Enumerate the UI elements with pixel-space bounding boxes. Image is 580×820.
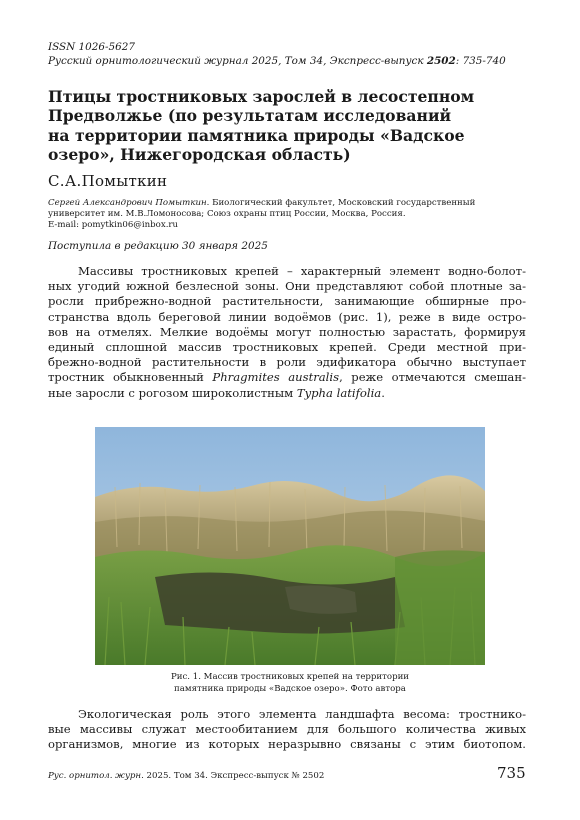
- title-line: Птицы тростниковых зарослей в лесостепном: [48, 87, 475, 106]
- title-line: на территории памятника природы «Вадское: [48, 125, 465, 145]
- issn: ISSN 1026-5627: [48, 41, 135, 53]
- title-line: Предволжье (по результатам исследований: [48, 106, 452, 126]
- title-line: озеро», Нижегородская область): [48, 145, 351, 165]
- paragraph-intro: Массивы тростниковых крепей – характерный элемент водно-болот- ных угодий южной безлесной зоны. Они представляют собой плотные за- росли прибрежно-водной растительности, занимающие обширные про- странства вдоль береговой линии водоёмов (рис. 1), реже в виде остро- вов на отмелях. Мелкие водоёмы могут полностью зарастать, формируя единый сплошной массив тростниковых крепей. Среди местной при- брежно-водной растительности в роли эдификатора обычно выступает тростник обыкновенный Phragmites australis, реже отмечаются смешан- ные заросли с рогозом широколистным Typha latifolia.: [48, 264, 526, 400]
- footer-citation: Рус. орнитол. журн. 2025. Том 34. Экспресс-выпуск № 2502: [48, 771, 325, 781]
- affiliation-name: Сергей Александрович Помыткин: [48, 198, 207, 208]
- issue-number: 2502: [426, 55, 456, 67]
- reed-bed-photo: [95, 427, 485, 665]
- journal-header: [48, 40, 506, 68]
- received-date: Поступила в редакцию 30 января 2025: [48, 240, 268, 252]
- author-affiliation: Сергей Александрович Помыткин. Биологический факультет, Московский государственный университет им. М.В.Ломоносова; Союз охраны птиц России, Москва, Россия. E-mail: pomytkin06@inbox.ru: [48, 198, 538, 232]
- paragraph-ecology: Экологическая роль этого элемента ландшафта весома: тростнико- вые массивы служат местообитанием для большого количества живых организмов, многие из которых неразрывно связаны с этим биотопом.: [48, 707, 526, 752]
- figure-caption: Рис. 1. Массив тростниковых крепей на территории памятника природы «Вадское озеро». Фото автора: [170, 672, 410, 694]
- page-number: 735: [497, 764, 526, 782]
- species-name: Typha latifolia: [296, 385, 382, 400]
- journal-citation: Русский орнитологический журнал 2025, Том 34, Экспресс-выпуск 2502: 735-740: [48, 55, 506, 67]
- author-email[interactable]: E-mail: pomytkin06@inbox.ru: [48, 220, 179, 231]
- species-name: Phragmites australis: [212, 370, 340, 385]
- article-title: [48, 87, 538, 165]
- author-name: С.А.Помыткин: [48, 172, 168, 190]
